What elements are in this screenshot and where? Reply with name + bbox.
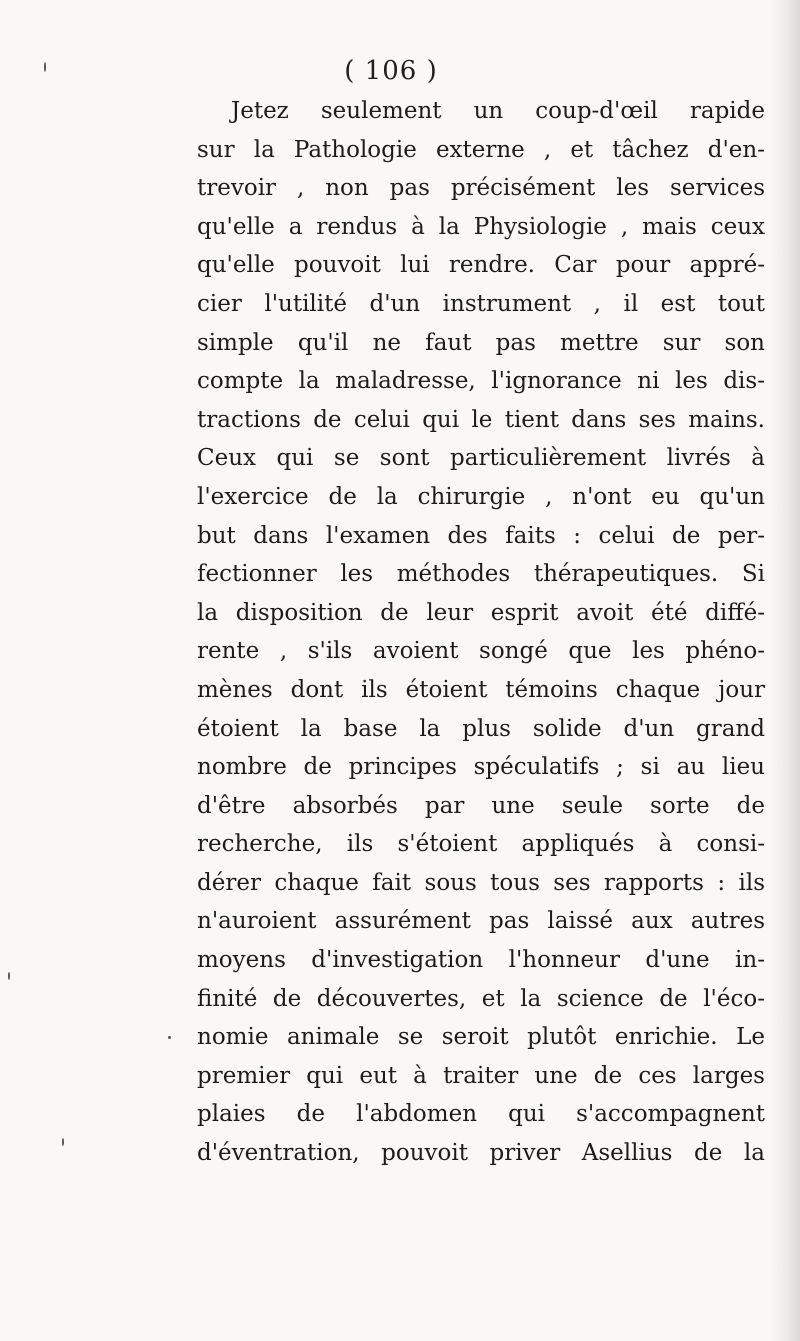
paper-speck (62, 1138, 64, 1146)
text-line: Jetez seulement un coup-d'œil rapide (231, 98, 765, 124)
text-line: nombre de principes spéculatifs ; si au lieu (197, 754, 765, 781)
text-line: fectionner les méthodes thérapeutiques. Si (197, 561, 765, 588)
paper-speck (8, 972, 10, 980)
text-line: but dans l'examen des faits : celui de per- (197, 522, 765, 549)
text-line: tractions de celui qui le tient dans ses mains. (197, 406, 765, 433)
text-line: la disposition de leur esprit avoit été diffé- (197, 599, 765, 626)
text-line: l'exercice de la chirurgie , n'ont eu qu'un (197, 483, 765, 510)
page-number: ( 106 ) (344, 56, 438, 86)
text-line: qu'elle pouvoit lui rendre. Car pour appré- (197, 252, 765, 279)
text-line: étoient la base la plus solide d'un grand (197, 715, 765, 742)
text-line: rente , s'ils avoient songé que les phéno- (197, 638, 765, 665)
body-text (197, 92, 765, 1173)
text-line: simple qu'il ne faut pas mettre sur son (197, 329, 765, 356)
text-line: finité de découvertes, et la science de l'éco- (197, 985, 765, 1012)
page-edge-shadow (770, 0, 800, 1341)
text-line: nomie animale se seroit plutôt enrichie. Le (197, 1024, 765, 1051)
text-line: dérer chaque fait sous tous ses rapports : ils (197, 869, 765, 896)
text-line: mènes dont ils étoient témoins chaque jour (197, 676, 765, 703)
text-line: compte la maladresse, l'ignorance ni les dis- (197, 368, 765, 395)
text-line: cier l'utilité d'un instrument , il est tout (197, 290, 765, 317)
text-line: d'éventration, pouvoit priver Asellius de la (197, 1140, 765, 1167)
text-line: plaies de l'abdomen qui s'accompagnent (197, 1101, 765, 1128)
text-line: recherche, ils s'étoient appliqués à consi- (197, 831, 765, 858)
text-line: premier qui eut à traiter une de ces larges (197, 1062, 765, 1089)
text-line: d'être absorbés par une seule sorte de (197, 792, 765, 819)
text-line: moyens d'investigation l'honneur d'une in- (197, 947, 765, 974)
text-line: sur la Pathologie externe , et tâchez d'en- (197, 136, 765, 163)
paper-speck (168, 1036, 171, 1039)
text-line: trevoir , non pas précisément les services (197, 175, 765, 202)
paper-speck (44, 62, 46, 72)
text-line: qu'elle a rendus à la Physiologie , mais ceux (197, 213, 765, 240)
text-line: Ceux qui se sont particulièrement livrés à (197, 445, 765, 472)
text-line: n'auroient assurément pas laissé aux autres (197, 908, 765, 935)
